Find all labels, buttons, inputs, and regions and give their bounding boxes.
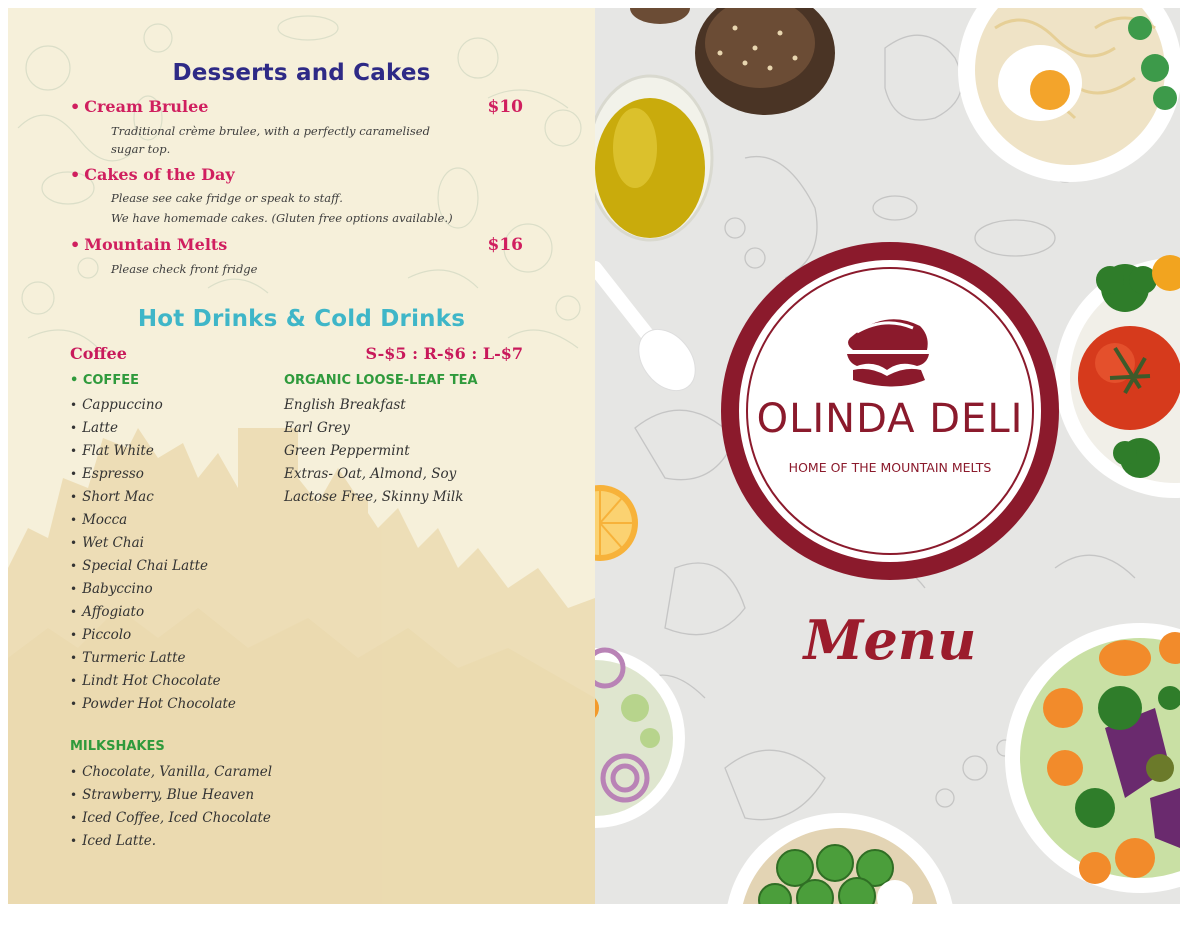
coffee-heading — [70, 373, 139, 388]
brand-tagline: HOME OF THE MOUNTAIN MELTS — [788, 460, 992, 475]
list-item — [284, 486, 463, 509]
list-item — [70, 761, 272, 784]
list-item — [70, 555, 236, 578]
list-item — [284, 417, 463, 440]
list-item — [70, 486, 236, 509]
desc-line: Please check front fridge — [111, 262, 258, 276]
list-item — [70, 532, 236, 555]
list-item — [70, 578, 236, 601]
list-item-text: Short Mac — [82, 489, 154, 505]
list-item-text: Green Peppermint — [284, 443, 410, 459]
lemon-slice-icon — [595, 485, 638, 561]
desc-line: We have homemade cakes. (Gluten free options available.) — [111, 211, 453, 225]
bullet-icon: • — [70, 559, 78, 573]
list-item-text: English Breakfast — [284, 397, 406, 413]
menu-cover-page — [595, 8, 1180, 904]
bullet-icon: • — [70, 490, 78, 504]
desc-line: Traditional crème brulee, with a perfectly caramelised — [111, 124, 430, 138]
olive-oil-glass-icon — [595, 76, 712, 240]
bullet-icon: • — [70, 674, 78, 688]
list-item-text: Cappuccino — [82, 397, 163, 413]
menu-left-page — [8, 8, 595, 904]
desc-line: sugar top. — [111, 142, 171, 156]
menu-title: Menu — [803, 608, 977, 672]
list-item-text: Chocolate, Vanilla, Caramel — [82, 764, 273, 780]
coffee-list — [70, 394, 236, 716]
bullet-icon: • — [70, 536, 78, 550]
list-item-text: Mocca — [82, 512, 128, 528]
coffee-heading-text: COFFEE — [82, 373, 139, 388]
bullet-icon: • — [70, 398, 78, 412]
noodle-bowl-icon — [958, 8, 1180, 182]
list-item-text: Latte — [82, 420, 118, 436]
bullet-icon: • — [70, 834, 78, 848]
item-price: $10 — [487, 97, 523, 117]
tea-heading: ORGANIC LOOSE-LEAF TEA — [284, 373, 478, 388]
bullet-icon: • — [70, 235, 81, 254]
list-item-text: Piccolo — [82, 627, 132, 643]
bread-loaf-icon — [695, 8, 835, 115]
bullet-icon: • — [70, 467, 78, 481]
spoon-icon — [595, 268, 707, 402]
brand-name: OLINDA DELI — [756, 396, 1024, 442]
bullet-icon: • — [70, 373, 83, 388]
list-item-text: Strawberry, Blue Heaven — [82, 787, 255, 803]
salad-bowl-icon — [1005, 623, 1180, 893]
desc-line: Please see cake fridge or speak to staff. — [111, 191, 343, 205]
menu-item-cream-brulee — [70, 97, 208, 116]
list-item-text: Iced Latte. — [82, 833, 157, 849]
menu-item-mountain-melts — [70, 235, 227, 254]
list-item — [70, 647, 236, 670]
item-description — [111, 122, 430, 158]
list-item-text: Babyccino — [82, 581, 153, 597]
onion-salad-bowl-icon — [595, 648, 685, 828]
item-price: $16 — [487, 235, 523, 255]
bullet-icon: • — [70, 513, 78, 527]
item-description — [111, 189, 453, 227]
list-item — [70, 417, 236, 440]
item-name: Mountain Melts — [84, 235, 228, 254]
bullet-icon: • — [70, 605, 78, 619]
tomato-broccoli-bowl-icon — [1055, 255, 1180, 498]
bullet-icon: • — [70, 811, 78, 825]
list-item-text: Iced Coffee, Iced Chocolate — [82, 810, 271, 826]
bullet-icon: • — [70, 97, 81, 116]
list-item-text: Wet Chai — [82, 535, 144, 551]
list-item-text: Powder Hot Chocolate — [82, 696, 236, 712]
list-item — [70, 463, 236, 486]
desserts-section-title: Desserts and Cakes — [172, 60, 431, 86]
list-item — [70, 440, 236, 463]
list-item — [70, 830, 272, 853]
list-item-text: Lindt Hot Chocolate — [82, 673, 221, 689]
list-item-text: Affogiato — [82, 604, 145, 620]
list-item — [70, 509, 236, 532]
item-name: Cakes of the Day — [84, 165, 235, 184]
list-item — [70, 784, 272, 807]
list-item — [284, 463, 463, 486]
coffee-label: Coffee — [70, 344, 127, 363]
item-name: Cream Brulee — [84, 97, 209, 116]
left-page-content — [8, 8, 595, 904]
milkshake-list — [70, 761, 272, 853]
bullet-icon: • — [70, 765, 78, 779]
milkshakes-heading: MILKSHAKES — [70, 739, 165, 754]
list-item-text: Extras- Oat, Almond, Soy — [284, 466, 457, 482]
list-item — [284, 394, 463, 417]
bullet-icon: • — [70, 421, 78, 435]
small-bread-icon — [630, 8, 690, 24]
list-item — [70, 670, 236, 693]
vegetable-bowl-icon — [725, 813, 955, 904]
cover-food-decorations — [595, 8, 1180, 904]
bullet-icon: • — [70, 628, 78, 642]
tea-list — [284, 394, 463, 509]
list-item-text: Special Chai Latte — [82, 558, 209, 574]
list-item-text: Earl Grey — [284, 420, 350, 436]
list-item-text: Lactose Free, Skinny Milk — [284, 489, 464, 505]
bullet-icon: • — [70, 697, 78, 711]
item-description — [111, 260, 257, 278]
list-item — [70, 624, 236, 647]
bullet-icon: • — [70, 582, 78, 596]
bullet-icon: • — [70, 788, 78, 802]
list-item — [70, 601, 236, 624]
list-item-text: Espresso — [82, 466, 144, 482]
drinks-section-title: Hot Drinks & Cold Drinks — [137, 306, 466, 332]
bullet-icon: • — [70, 651, 78, 665]
list-item-text: Turmeric Latte — [82, 650, 186, 666]
list-item — [70, 693, 236, 716]
bullet-icon: • — [70, 165, 81, 184]
list-item — [284, 440, 463, 463]
menu-item-cakes-of-the-day — [70, 165, 235, 184]
list-item — [70, 807, 272, 830]
coffee-size-prices: S-$5 : R-$6 : L-$7 — [365, 344, 523, 363]
list-item-text: Flat White — [82, 443, 154, 459]
bullet-icon: • — [70, 444, 78, 458]
list-item — [70, 394, 236, 417]
